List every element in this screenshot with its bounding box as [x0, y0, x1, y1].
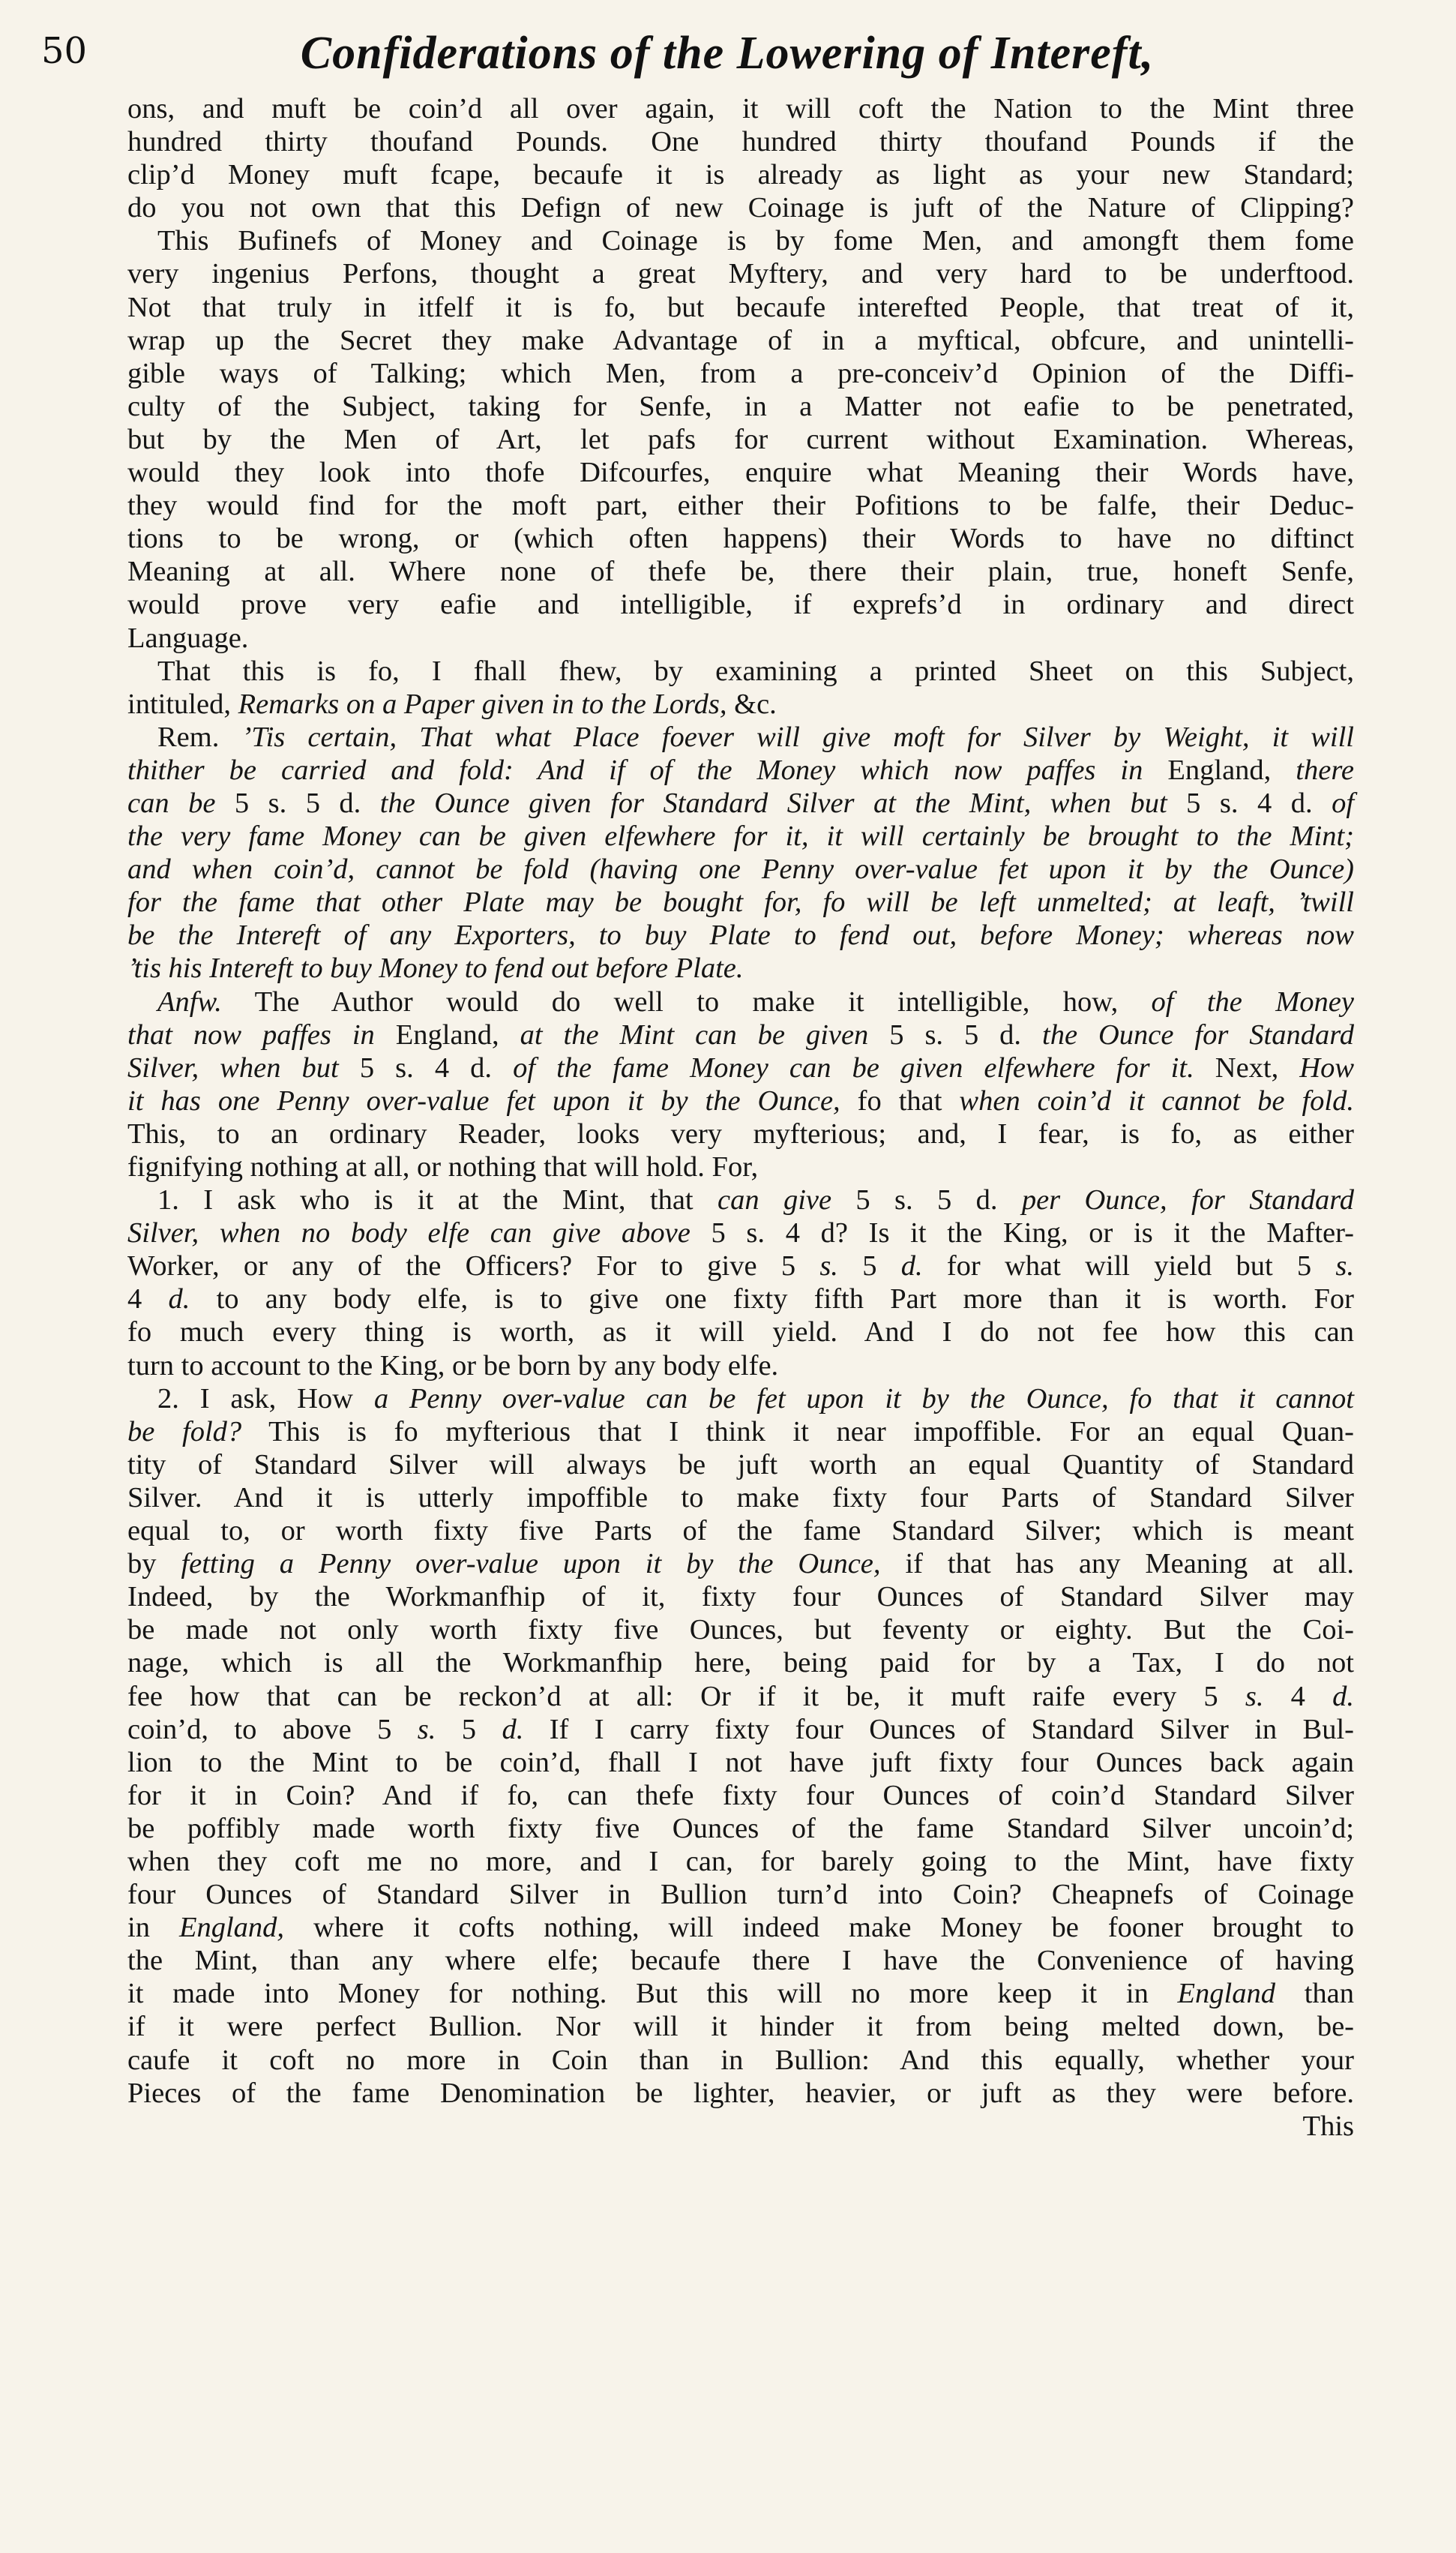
text-line	[127, 1481, 1354, 1514]
text-segment: fo that	[840, 1084, 960, 1117]
italic-text-segment: fetting a Penny over-value upon it by the Ounce,	[181, 1548, 881, 1580]
text-line	[127, 291, 1354, 324]
text-segment: four Ounces of Standard Silver in Bullion turn’d into Coin? Cheapnefs of Coinage	[127, 1879, 1354, 1911]
text-line	[127, 787, 1354, 820]
body-text	[127, 92, 1354, 2143]
text-segment: than	[1275, 1978, 1354, 2010]
text-line	[127, 1713, 1354, 1746]
text-segment: This is fo myfterious that I think it near impoffible. For an equal Quan-	[241, 1415, 1354, 1448]
text-segment: fee how that can be reckon’d at all: Or if it be, it muft raife every 5	[127, 1680, 1245, 1712]
italic-text-segment: per Ounce, for Standard	[1021, 1184, 1354, 1216]
text-segment: where it cofts nothing, will indeed make Money be fooner brought to	[284, 1912, 1355, 1944]
text-line	[127, 357, 1354, 390]
italic-text-segment: Silver, when no body elfe can give above	[127, 1217, 712, 1250]
text-segment: This Bufinefs of Money and Coinage is by fome Men, and amongft them fome	[157, 225, 1354, 257]
italic-text-segment: the Ounce given for Standard Silver at the Mint, when but	[379, 787, 1187, 819]
text-line	[127, 1415, 1354, 1448]
italic-text-segment: ’Tis certain, That what Place foever will give moft for Silver by Weight, it will	[241, 721, 1354, 753]
italic-text-segment: of	[1332, 787, 1355, 819]
italic-text-segment: s.	[819, 1250, 838, 1282]
text-segment: fignifying nothing at all, or nothing that will hold. For,	[127, 1151, 759, 1183]
text-segment: would prove very eafie and intelligible, if exprefs’d in ordinary and direct	[127, 589, 1354, 621]
text-segment: if it were perfect Bullion. Nor will it hinder it from being melted down, be-	[127, 2011, 1354, 2043]
italic-text-segment: of the Money	[1151, 986, 1354, 1018]
italic-text-segment: How	[1299, 1052, 1355, 1084]
text-line	[127, 1746, 1354, 1779]
text-segment: 1. I ask who is it at the Mint, that	[157, 1184, 718, 1216]
text-line	[127, 1646, 1354, 1679]
text-segment: in	[127, 1912, 179, 1944]
text-segment: be poffibly made worth fixty five Ounces of the fame Standard Silver uncoin’d;	[127, 1812, 1354, 1844]
text-segment: 5	[837, 1250, 901, 1282]
italic-text-segment: it has one Penny over-value fet upon it by the Ounce,	[127, 1084, 840, 1117]
text-line	[127, 390, 1354, 423]
text-segment: equal to, or worth fixty five Parts of the fame Standard Silver; which is meant	[127, 1515, 1354, 1547]
text-line	[127, 257, 1354, 290]
italic-text-segment: d.	[168, 1283, 190, 1316]
text-segment: intituled,	[127, 688, 238, 720]
text-line	[127, 721, 1354, 754]
text-segment: when they coft me no more, and I can, for barely going to the Mint, have fixty	[127, 1845, 1354, 1877]
text-line	[127, 324, 1354, 357]
text-segment: caufe it coft no more in Coin than in Bullion: And this equally, whether your	[127, 2044, 1354, 2076]
italic-text-segment: ’tis his Intereft to buy Money to fend out before Plate.	[127, 952, 744, 985]
italic-text-segment: can give	[718, 1184, 856, 1216]
text-segment: fo much every thing is worth, as it will yield. And I do not fee how this can	[127, 1316, 1354, 1348]
text-line	[127, 1514, 1354, 1547]
text-line	[127, 489, 1354, 522]
text-line	[127, 191, 1354, 224]
text-segment: Next,	[1194, 1052, 1300, 1084]
text-line	[127, 1118, 1354, 1150]
text-segment: for what will yield but 5	[922, 1250, 1336, 1282]
text-line	[127, 1184, 1354, 1216]
text-segment: clip’d Money muft fcape, becaufe it is already as light as your new Standard;	[127, 159, 1354, 191]
italic-text-segment: the Ounce for Standard	[1042, 1018, 1355, 1051]
text-line	[127, 1845, 1354, 1878]
text-line	[127, 555, 1354, 588]
text-line	[127, 1547, 1354, 1580]
italic-text-segment: be fold?	[127, 1415, 242, 1448]
text-segment: to any body elfe, is to give one fixty fifth Part more than it is worth. For	[190, 1283, 1354, 1316]
text-segment: England,	[1167, 754, 1296, 786]
text-segment: England,	[395, 1018, 520, 1051]
text-segment: If I carry fixty four Ounces of Standard Silver in Bul-	[523, 1713, 1354, 1745]
italic-text-segment: there	[1296, 754, 1354, 786]
text-line	[127, 1250, 1354, 1282]
italic-text-segment: s.	[1335, 1250, 1354, 1282]
text-line	[127, 2044, 1354, 2077]
text-segment: 5 s. 4 d? Is it the King, or is it the Mafter-	[711, 1217, 1354, 1250]
text-segment: gible ways of Talking; which Men, from a pre-conceiv’d Opinion of the Diffi-	[127, 357, 1354, 389]
text-segment: Rem.	[157, 721, 242, 753]
italic-text-segment: and when coin’d, cannot be fold (having one Penny over-value fet upon it by the Ounce)	[127, 854, 1354, 886]
text-line	[127, 1878, 1354, 1911]
text-line	[127, 1349, 1354, 1382]
text-segment: Language.	[127, 622, 249, 654]
italic-text-segment: can be	[127, 787, 235, 819]
text-line	[127, 1150, 1354, 1184]
text-segment: coin’d, to above 5	[127, 1713, 418, 1745]
text-segment: Pieces of the fame Denomination be lighter, heavier, or juft as they were before.	[127, 2077, 1354, 2109]
text-segment: Worker, or any of the Officers? For to give 5	[127, 1250, 820, 1282]
italic-text-segment: that now paffes in	[127, 1018, 396, 1051]
italic-text-segment: Remarks on a Paper given in to the Lords,	[238, 688, 727, 720]
text-line	[127, 655, 1354, 688]
text-segment: be made not only worth fixty five Ounces, but feventy or eighty. But the Coi-	[127, 1614, 1354, 1646]
text-line	[127, 1216, 1354, 1250]
text-line	[127, 1812, 1354, 1845]
text-segment: 4	[1263, 1680, 1333, 1712]
text-line	[127, 986, 1354, 1018]
text-segment: would they look into thofe Difcourfes, enquire what Meaning their Words have,	[127, 457, 1354, 489]
text-line	[127, 2010, 1354, 2043]
text-segment: nage, which is all the Workmanfhip here, being paid for by a Tax, I do not	[127, 1647, 1354, 1679]
text-line	[127, 1084, 1354, 1118]
text-segment: they would find for the moft part, either their Pofitions to be falfe, their Deduc-	[127, 490, 1354, 522]
text-line	[127, 1680, 1354, 1713]
text-line	[127, 1944, 1354, 1977]
text-segment: hundred thirty thoufand Pounds. One hundred thirty thoufand Pounds if the	[127, 126, 1354, 158]
text-line	[127, 952, 1354, 985]
text-line	[127, 820, 1354, 853]
text-segment: tity of Standard Silver will always be juft worth an equal Quantity of Standard	[127, 1448, 1354, 1480]
text-segment: turn to account to the King, or be born by any body elfe.	[127, 1349, 779, 1382]
text-segment: it made into Money for nothing. But this will no more keep it in	[127, 1978, 1178, 2010]
text-segment: 5 s. 5 d.	[855, 1184, 1022, 1216]
text-segment: 5	[436, 1713, 502, 1745]
text-line	[127, 224, 1354, 257]
text-line	[127, 853, 1354, 886]
text-line	[127, 1911, 1354, 1944]
text-segment: but by the Men of Art, let pafs for current without Examination. Whereas,	[127, 423, 1354, 455]
text-segment: do you not own that this Defign of new Coinage is juft of the Nature of Clipping?	[127, 192, 1354, 224]
italic-text-segment: at the Mint can be given	[520, 1018, 890, 1051]
text-line	[127, 622, 1354, 655]
italic-text-segment: thither be carried and fold: And if of the Money which now paffes in	[127, 754, 1168, 786]
italic-text-segment: d.	[900, 1250, 923, 1282]
text-segment: for it in Coin? And if fo, can thefe fixty four Ounces of coin’d Standard Silver	[127, 1779, 1354, 1811]
text-line	[127, 886, 1354, 919]
text-line	[127, 1052, 1354, 1084]
text-line	[127, 1613, 1354, 1646]
text-segment: 5 s. 5 d.	[234, 787, 380, 819]
text-segment: by	[127, 1548, 181, 1580]
italic-text-segment: England	[1177, 1978, 1275, 2010]
italic-text-segment: the very fame Money can be given elfewhere for it, it will certainly be brought to the Mint;	[127, 820, 1354, 853]
italic-text-segment: a Penny over-value can be fet upon it by the Ounce, fo that it cannot	[373, 1382, 1355, 1414]
text-segment: 5 s. 5 d.	[889, 1018, 1042, 1051]
text-segment: very ingenius Perfons, thought a great Myftery, and very hard to be underftood.	[127, 258, 1354, 290]
text-line	[127, 688, 1354, 721]
text-line	[127, 1316, 1354, 1348]
text-segment: Meaning at all. Where none of thefe be, there their plain, true, honeft Senfe,	[127, 556, 1354, 588]
italic-text-segment: when coin’d it cannot be fold.	[959, 1084, 1354, 1117]
text-line	[127, 1382, 1354, 1415]
text-segment: culty of the Subject, taking for Senfe, in a Matter not eafie to be penetrated,	[127, 390, 1354, 422]
italic-text-segment: England,	[178, 1912, 285, 1944]
italic-text-segment: Anfw.	[157, 986, 222, 1018]
text-line	[127, 588, 1354, 621]
page-header	[41, 16, 1413, 92]
text-line	[127, 2077, 1354, 2110]
text-segment: 5 s. 4 d.	[359, 1052, 514, 1084]
text-segment: wrap up the Secret they make Advantage of in a myftical, obfcure, and unintelli-	[127, 324, 1354, 356]
italic-text-segment: s.	[417, 1713, 436, 1745]
italic-text-segment: d.	[502, 1713, 524, 1745]
text-segment: That this is fo, I fhall fhew, by examining a printed Sheet on this Subject,	[157, 655, 1354, 687]
text-segment: &c.	[727, 688, 777, 720]
text-segment: ons, and muft be coin’d all over again, it will coft the Nation to the Mint three	[127, 93, 1354, 124]
text-segment: Indeed, by the Workmanfhip of it, fixty four Ounces of Standard Silver may	[127, 1581, 1354, 1613]
italic-text-segment: d.	[1332, 1680, 1354, 1712]
text-segment: This	[1302, 2110, 1354, 2142]
page-number: 50	[41, 30, 88, 72]
text-segment: This, to an ordinary Reader, looks very myfterious; and, I fear, is fo, as either	[127, 1118, 1354, 1150]
text-segment: tions to be wrong, or (which often happens) their Words to have no diftinct	[127, 523, 1354, 555]
italic-text-segment: be the Intereft of any Exporters, to buy Plate to fend out, before Money; whereas now	[127, 920, 1354, 952]
text-line	[127, 919, 1354, 952]
text-line	[127, 1580, 1354, 1613]
text-segment: the Mint, than any where elfe; becaufe there I have the Convenience of having	[127, 1945, 1354, 1977]
text-segment: lion to the Mint to be coin’d, fhall I not have juft fixty four Ounces back again	[127, 1746, 1354, 1778]
text-line	[127, 423, 1354, 456]
text-line	[127, 1779, 1354, 1812]
text-segment: Silver. And it is utterly impoffible to make fixty four Parts of Standard Silver	[127, 1481, 1354, 1514]
text-segment: Not that truly in itfelf it is fo, but becaufe interefted People, that treat of it,	[127, 291, 1354, 323]
text-line	[127, 754, 1354, 787]
text-segment: 4	[127, 1283, 169, 1316]
text-segment: 2. I ask, How	[157, 1382, 374, 1414]
text-line	[127, 158, 1354, 191]
italic-text-segment: Silver, when but	[127, 1052, 360, 1084]
italic-text-segment: for the fame that other Plate may be bought for, fo will be left unmelted; at leaft, ’twill	[127, 886, 1354, 919]
running-title: Confiderations of the Lowering of Intereft,	[300, 28, 1155, 79]
text-segment: The Author would do well to make it intelligible, how,	[221, 986, 1152, 1018]
italic-text-segment: of the fame Money can be given elfewhere for it.	[513, 1052, 1194, 1084]
text-line	[127, 1977, 1354, 2010]
text-line	[127, 1448, 1354, 1481]
text-line	[127, 1282, 1354, 1316]
text-segment: 5 s. 4 d.	[1186, 787, 1332, 819]
text-line	[127, 2110, 1354, 2143]
text-line	[127, 92, 1354, 125]
text-line	[127, 522, 1354, 555]
text-line	[127, 1018, 1354, 1052]
text-line	[127, 456, 1354, 489]
text-line	[127, 125, 1354, 158]
italic-text-segment: s.	[1245, 1680, 1264, 1712]
text-segment: if that has any Meaning at all.	[880, 1548, 1355, 1580]
